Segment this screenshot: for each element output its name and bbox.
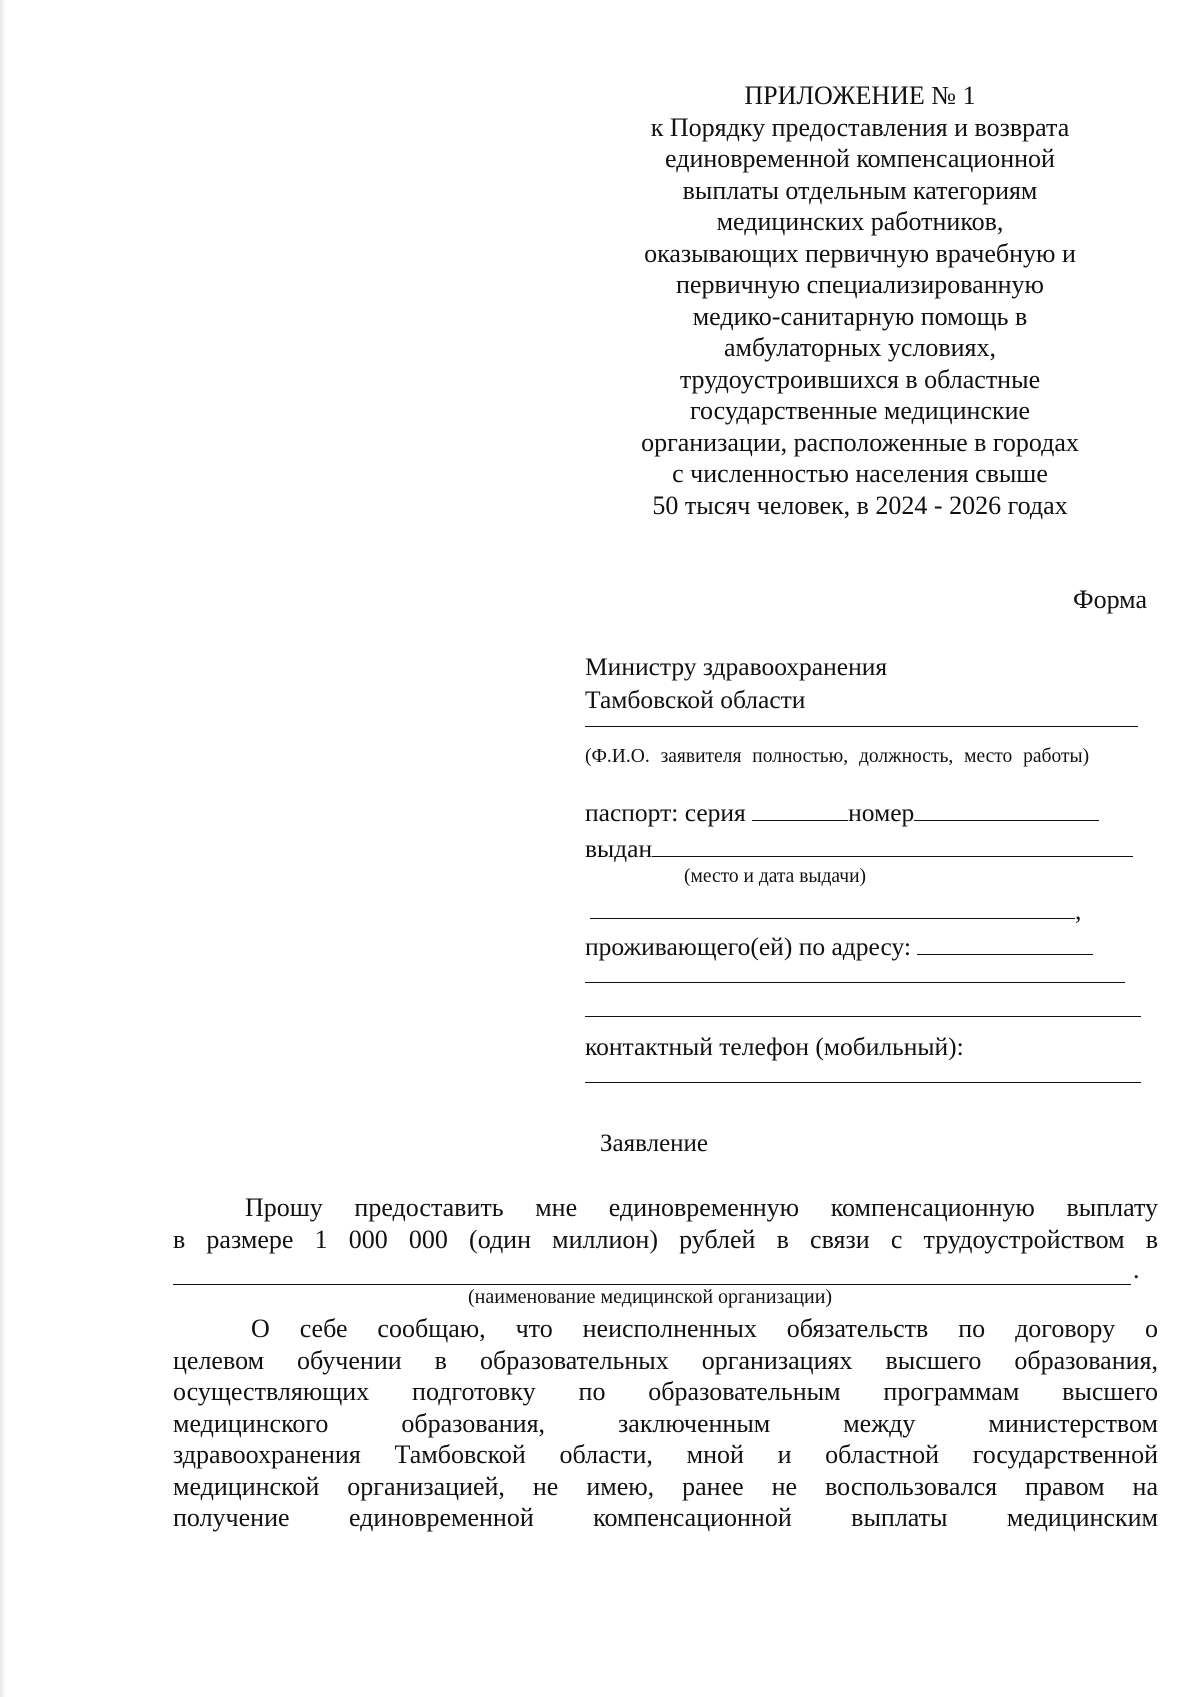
- para2-line: медицинской организацией, не имею, ранее не воспользовался правом на: [173, 1471, 1158, 1501]
- issued-field[interactable]: [652, 834, 1133, 857]
- passport-series-field[interactable]: [752, 798, 848, 821]
- appendix-line: амбулаторных условиях,: [724, 333, 996, 362]
- appendix-line: выплаты отдельным категориям: [682, 175, 1038, 205]
- organization-field[interactable]: [173, 1262, 1131, 1285]
- para1-end: .: [1133, 1255, 1140, 1284]
- para2-line: осуществляющих подготовку по образовательным программам высшего: [173, 1377, 1158, 1406]
- para1-line-1: Прошу предоставить мне единовременную компенсационную выплату: [245, 1193, 1158, 1222]
- appendix-line: государственные медицинские: [689, 396, 1031, 425]
- residing-row: [585, 932, 1143, 962]
- issued-hint: (место и дата выдачи): [684, 866, 867, 887]
- address-field-line-3[interactable]: [585, 1016, 1141, 1017]
- issued-continuation-row: [590, 896, 1148, 926]
- phone-label: контактный телефон (мобильный):: [585, 1032, 964, 1061]
- appendix-header: [580, 80, 1140, 521]
- appendix-line: трудоустроившихся в областные: [679, 364, 1041, 394]
- para1-line-2: в размере 1 000 000 (один миллион) рублей в связи с трудоустройством в: [173, 1224, 1158, 1254]
- issued-continuation-field[interactable]: [590, 896, 1075, 919]
- passport-series-label: паспорт: серия: [585, 798, 746, 827]
- statement-paragraph-1: [173, 1192, 1158, 1255]
- appendix-line: с численностью населения свыше: [672, 459, 1048, 488]
- para2-line: получение единовременной компенсационной выплаты медицинским: [173, 1503, 1158, 1532]
- address-field-line-2[interactable]: [585, 982, 1125, 983]
- addressee-line-2: Тамбовской области: [585, 685, 806, 714]
- address-field[interactable]: [917, 932, 1093, 955]
- appendix-line: к Порядку предоставления и возврата: [650, 112, 1070, 142]
- passport-number-label: номер: [848, 798, 915, 827]
- applicant-hint: (Ф.И.О. заявителя полностью, должность, место работы): [585, 746, 1090, 767]
- applicant-name-field[interactable]: [585, 726, 1138, 727]
- organization-hint: (наименование медицинской организации): [468, 1286, 833, 1308]
- addressee-line-1: Министру здравоохранения: [585, 652, 888, 681]
- appendix-line: оказывающих первичную врачебную и: [644, 238, 1076, 268]
- para2-line: целевом обучении в образовательных организациях высшего образования,: [173, 1345, 1158, 1375]
- para2-line: О себе сообщаю, что неисполненных обязательств по договору о: [251, 1314, 1158, 1343]
- statement-title: Заявление: [600, 1130, 709, 1157]
- passport-number-field[interactable]: [914, 798, 1099, 821]
- appendix-line: первичную специализированную: [676, 270, 1044, 299]
- appendix-line: медицинских работников,: [716, 207, 1004, 236]
- issued-row: [585, 834, 1143, 864]
- addressee-block: [585, 650, 1143, 716]
- appendix-line: медико-санитарную помощь в: [692, 301, 1028, 331]
- form-label: Форма: [1073, 585, 1147, 614]
- phone-field[interactable]: [585, 1082, 1141, 1083]
- scan-edge: [0, 0, 6, 1697]
- appendix-line: единовременной компенсационной: [665, 144, 1055, 173]
- para2-line: здравоохранения Тамбовской области, мной и областной государственной: [173, 1440, 1158, 1469]
- comma: ,: [1075, 896, 1082, 925]
- appendix-line: организации, расположенные в городах: [641, 427, 1079, 457]
- appendix-line: 50 тысяч человек, в 2024 - 2026 годах: [652, 490, 1068, 520]
- appendix-title: ПРИЛОЖЕНИЕ № 1: [744, 81, 976, 110]
- residing-label: проживающего(ей) по адресу:: [585, 932, 911, 961]
- passport-row: [585, 798, 1143, 828]
- issued-label: выдан: [585, 834, 653, 863]
- statement-paragraph-2: [173, 1313, 1158, 1534]
- para2-line: медицинского образования, заключенным между министерством: [173, 1408, 1158, 1438]
